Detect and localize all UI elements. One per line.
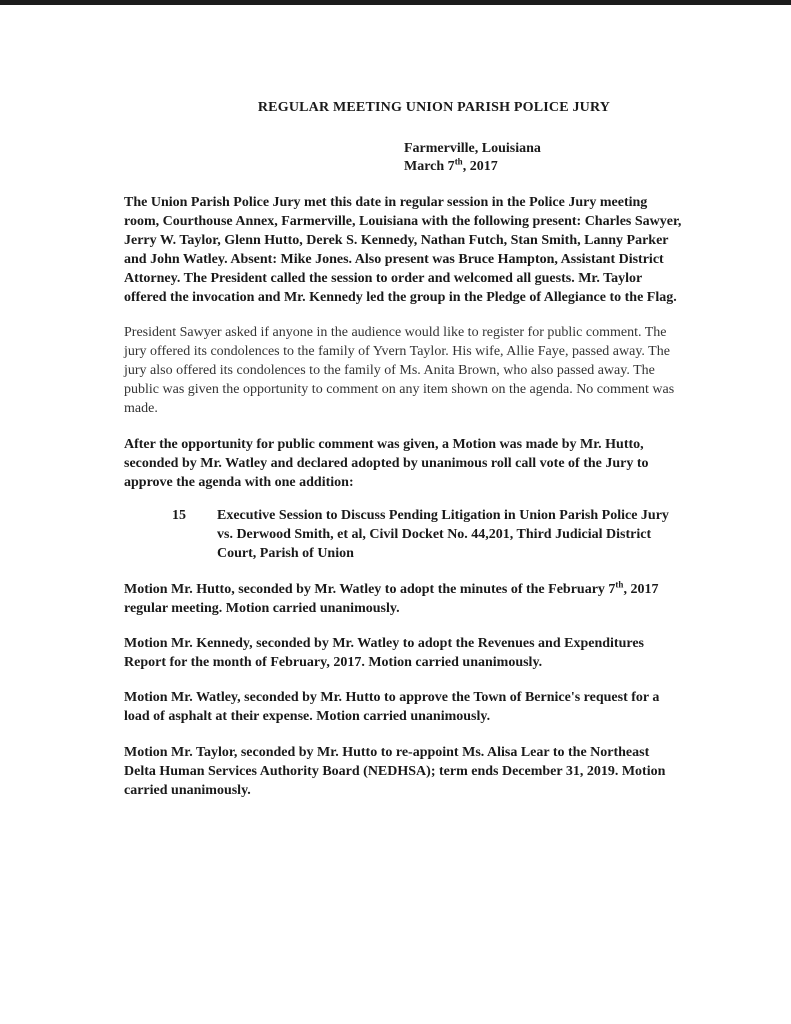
meeting-minutes-page: [124, 100, 684, 800]
meeting-date: [404, 158, 684, 176]
reappoint-motion: Motion Mr. Taylor, seconded by Mr. Hutto to re-appoint Ms. Alisa Lear to the Northeast Delta Human Services Authority Board (NEDHSA); term ends December 31, 2019. Motion carried unanimously.: [124, 745, 666, 798]
opening-paragraph: The Union Parish Police Jury met this date in regular session in the Police Jury meeting room, Courthouse Annex, Farmerville, Louisiana with the following present: Charles Sawyer, Jerry W. Taylor, Glenn Hutto, Derek S. Kennedy, Nathan Futch, Stan Smith, Lanny Parker and John Watley. Absent: Mike Jones. Also present was Bruce Hampton, Assistant District Attorney. The President called the session to order and welcomed all guests. Mr. Taylor offered the invocation and Mr. Kennedy led the group in the Pledge of Allegiance to the Flag.: [124, 195, 682, 305]
place-date-block: [404, 140, 684, 176]
meeting-place: Farmerville, Louisiana: [404, 141, 541, 156]
minutes-motion: [124, 580, 684, 618]
public-comment-paragraph: President Sawyer asked if anyone in the audience would like to register for public comment. The jury offered its condolences to the family of Yvern Taylor. His wife, Allie Faye, passed away. The jury also offered its condolences to the family of Ms. Anita Brown, who also passed away. The public was given the opportunity to comment on any item shown on the agenda. No comment was made.: [124, 325, 675, 416]
meeting-date-suffix: th: [454, 156, 463, 167]
meeting-date-month-day: March 7: [404, 159, 455, 174]
document-title: REGULAR MEETING UNION PARISH POLICE JURY: [257, 100, 611, 115]
agenda-item-text: Executive Session to Discuss Pending Litigation in Union Parish Police Jury vs. Derwood Smith, et al, Civil Docket No. 44,201, Third Judicial District Court, Parish of Union: [217, 508, 669, 561]
agenda-item: [172, 506, 684, 563]
agenda-motion-paragraph: After the opportunity for public comment was given, a Motion was made by Mr. Hutto, seconded by Mr. Watley and declared adopted by unanimous roll call vote of the Jury to approve the agenda with one addition:: [124, 437, 649, 490]
minutes-motion-suffix: th: [615, 579, 624, 590]
asphalt-motion: Motion Mr. Watley, seconded by Mr. Hutto to approve the Town of Bernice's request for a load of asphalt at their expense. Motion carried unanimously.: [124, 690, 660, 724]
minutes-motion-part1: Motion Mr. Hutto, seconded by Mr. Watley to adopt the minutes of the February 7: [124, 582, 616, 597]
scan-top-edge: [0, 0, 791, 5]
meeting-date-year: , 2017: [462, 159, 498, 174]
revenues-motion: Motion Mr. Kennedy, seconded by Mr. Watley to adopt the Revenues and Expenditures Report for the month of February, 2017. Motion carried unanimously.: [124, 636, 644, 670]
agenda-item-number: 15: [172, 508, 186, 523]
minutes-motion-part2: , 2017 regular meeting. Motion carried unanimously.: [124, 582, 659, 616]
